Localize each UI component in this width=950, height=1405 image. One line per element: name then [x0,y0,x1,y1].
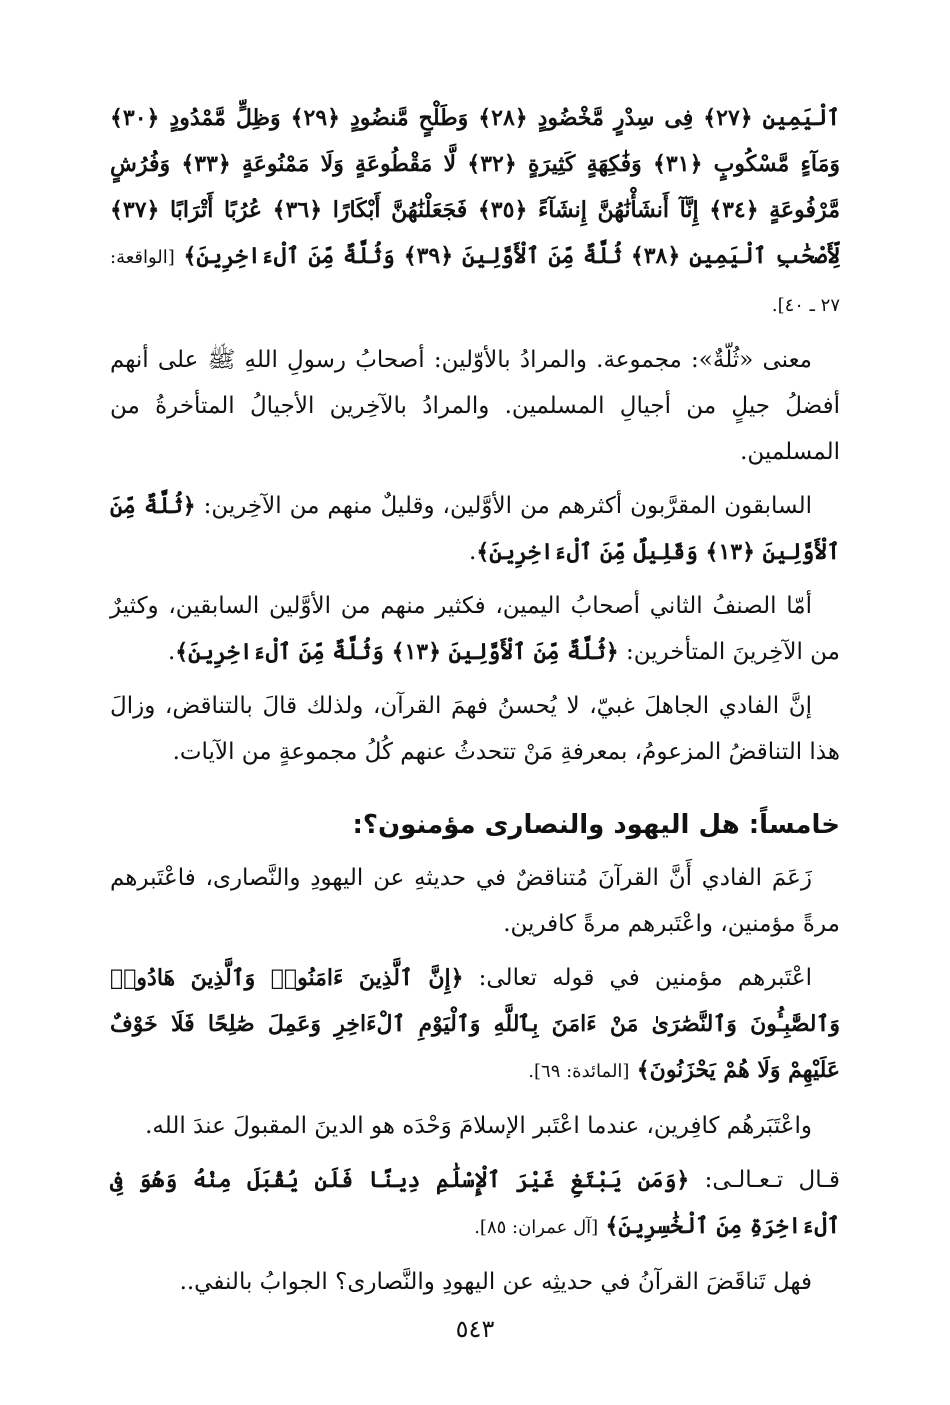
citation: [الواقعة: ٢٧ ـ ٤٠]. [110,247,840,316]
paragraph [110,955,840,1095]
paragraph-end: . [167,639,176,665]
paragraph-end: . [469,539,477,565]
quran-passage [110,95,840,329]
quran-quote: ﴿وَمَن يَبْتَغِ غَيْرَ ٱلْإِسْلَٰمِ دِينًا فَلَن يُقْبَلَ مِنْهُ وَهُوَ فِى ٱلْءَاخِرَةِ مِنَ ٱلْخَٰسِرِينَ﴾ [110,1167,840,1239]
page-body [110,95,840,1313]
citation: [آل عمران: ٨٥]. [474,1217,599,1238]
quran-quote: ﴿ثُلَّةٌ مِّنَ ٱلْأَوَّلِينَ ﴿١٣﴾ وَقَلِيلٌ مِّنَ ٱلْءَاخِرِينَ﴾ [110,493,840,565]
citation: [المائدة: ٦٩]. [528,1061,630,1082]
paragraph: إنَّ الفادي الجاهلَ غبيّ، لا يُحسنُ فهمَ القرآن، ولذلك قالَ بالتناقض، وزالَ هذا التناقضُ المزعومُ، بمعرفةِ مَنْ تتحدثُ عنهم كُلُ مجموعةٍ من الآيات. [110,693,840,765]
paragraph-text: قـال تـعـالـى: [704,1167,841,1193]
paragraph: فهل تَناقَضَ القرآنُ في حديثِه عن اليهودِ والنَّصارى؟ الجوابُ بالنفي.. [179,1269,812,1295]
paragraph [110,1157,840,1251]
paragraph: زَعَمَ الفادي أَنَّ القرآنَ مُتناقضٌ في حديثهِ عن اليهودِ والنَّصارى، فاعْتَبرهم مرةً مؤمنين، واعْتَبرهم مرةً كافرين. [110,865,840,937]
paragraph-text: اعْتَبرهم مؤمنين في قوله تعالى: [478,965,812,991]
paragraph: واعْتَبَرهُم كافِرين، عندما اعْتَبر الإسلامَ وَحْدَه هو الدينَ المقبولَ عندَ الله. [145,1113,812,1139]
paragraph-text: أمّا الصنفُ الثاني أصحابُ اليمين، فكثير منهم من الأوَّلين السابقين، وكثيرٌ من الآخِرينَ المتأخرين: [110,593,840,665]
paragraph [110,483,840,575]
section-heading: خامساً: هل اليهود والنصارى مؤمنون؟: [352,810,840,840]
page-number: ٥٤٣ [455,1315,495,1343]
quran-quote: ﴿ثُلَّةٌ مِّنَ ٱلْأَوَّلِينَ ﴿١٣﴾ وَثُلَّةٌ مِّنَ ٱلْءَاخِرِينَ﴾ [175,639,619,665]
paragraph [110,583,840,675]
quran-verses: ٱلْيَمِينِ ﴿٢٧﴾ فِى سِدْرٍ مَّخْضُودٍ ﴿٢٨﴾ وَطَلْحٍ مَّنضُودٍ ﴿٢٩﴾ وَظِلٍّ مَّمْدُودٍ ﴿٣٠﴾ وَمَآءٍ مَّسْكُوبٍ ﴿٣١﴾ وَفَٰكِهَةٍ كَثِيرَةٍ ﴿٣٢﴾ لَّا مَقْطُوعَةٍ وَلَا مَمْنُوعَةٍ ﴿٣٣﴾ وَفُرُشٍ مَّرْفُوعَةٍ ﴿٣٤﴾ إِنَّآ أَنشَأْنَٰهُنَّ إِنشَآءً ﴿٣٥﴾ فَجَعَلْنَٰهُنَّ أَبْكَارًا ﴿٣٦﴾ عُرُبًا أَتْرَابًا ﴿٣٧﴾ لِّأَصْحَٰبِ ٱلْيَمِينِ ﴿٣٨﴾ ثُلَّةٌ مِّنَ ٱلْأَوَّلِينَ ﴿٣٩﴾ وَثُلَّةٌ مِّنَ ٱلْءَاخِرِينَ﴾ [110,105,840,269]
paragraph-text: السابقون المقرَّبون أكثرهم من الأوَّلين، وقليلٌ منهم من الآخِرين: [203,493,812,519]
quran-quote: ﴿إِنَّ ٱلَّذِينَ ءَامَنُوا۟ وَٱلَّذِينَ هَادُوا۟ وَٱلصَّٰبِـُٔونَ وَٱلنَّصَٰرَىٰ مَنْ ءَامَنَ بِٱللَّهِ وَٱلْيَوْمِ ٱلْءَاخِرِ وَعَمِلَ صَٰلِحًا فَلَا خَوْفٌ عَلَيْهِمْ وَلَا هُمْ يَحْزَنُونَ﴾ [110,965,840,1083]
paragraph: معنى «ثُلّةٌ»: مجموعة. والمرادُ بالأوّلين: أصحابُ رسولِ اللهِ ﷺ على أنهم أفضلُ جيلٍ من أجيالِ المسلمين. والمرادُ بالآخِرين الأجيالُ المتأخرةُ من المسلمين. [110,347,840,465]
